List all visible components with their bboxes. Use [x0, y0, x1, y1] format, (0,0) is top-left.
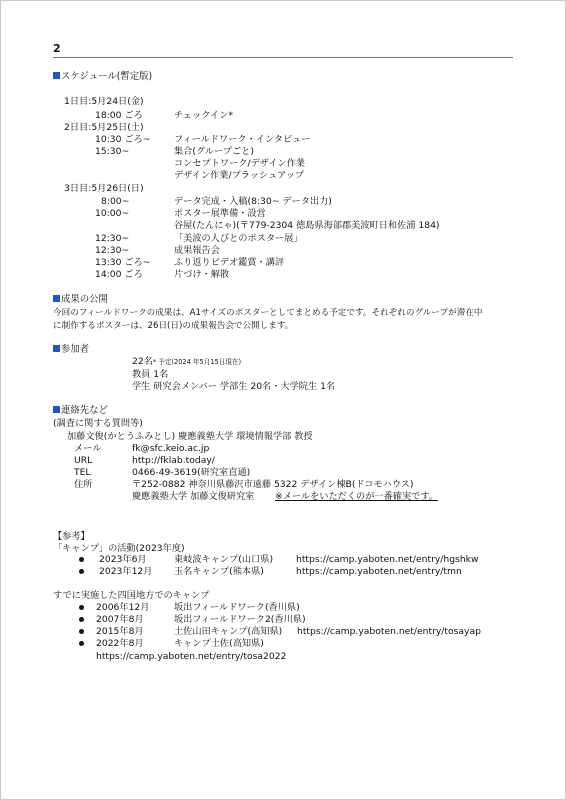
bullet-icon — [79, 617, 84, 622]
page-number: 2 — [53, 42, 61, 55]
contact-address: 〒252-0882 神奈川県藤沢市遠藤 5322 デザイン棟B(ドコモハウス) — [132, 479, 414, 490]
shikoku-url[interactable]: https://camp.yaboten.net/entry/tosayap — [297, 626, 481, 637]
shikoku-name: 坂出フィールドワーク2(香川県) — [174, 614, 306, 625]
schedule-desc: 片づけ・解散 — [174, 269, 230, 280]
camp-date: 2023年6月 — [99, 554, 147, 565]
results-line-2: に制作するポスターは、26日(日)の成果報告会で公開します。 — [53, 321, 294, 331]
heading-square-icon — [53, 72, 60, 79]
shikoku-name: キャンプ土佐(高知県) — [174, 638, 264, 649]
schedule-desc: チェックイン* — [174, 110, 233, 121]
bullet-icon — [79, 641, 84, 646]
contact-note: ※メールをいただくのが一番確実です。 — [275, 491, 438, 502]
contact-label: URL — [74, 455, 93, 466]
schedule-time: 12:30~ — [95, 233, 130, 244]
contact-label: TEL — [74, 467, 91, 478]
contact-heading: 連絡先など — [53, 405, 108, 417]
camp-name: 東岐波キャンプ(山口県) — [174, 554, 274, 565]
participants-students: 学生 研究会メンバー 学部生 20名・大学院生 1名 — [132, 381, 336, 392]
participants-count-note: * 予定(2024 年5月15日現在) — [152, 358, 242, 366]
reference-heading: 【参考】 — [53, 531, 90, 542]
day3-label: 3日目:5月26日(日) — [64, 183, 144, 194]
schedule-desc: 成果報告会 — [174, 245, 220, 256]
bullet-icon — [79, 629, 84, 634]
contact-person: 加藤文俊(かとうふみとし) 慶應義塾大学 環境情報学部 教授 — [67, 431, 313, 442]
schedule-desc: ポスター展準備・設営 — [174, 208, 266, 219]
schedule-time: 13:30 ごろ~ — [95, 257, 151, 268]
header-rule — [53, 57, 513, 58]
camp-title: 「キャンプ」の活動(2023年度) — [53, 543, 185, 554]
schedule-desc: データ完成・入稿(8:30~ データ出力) — [174, 196, 332, 207]
camp-date: 2023年12月 — [99, 566, 153, 577]
shikoku-date: 2022年8月 — [96, 638, 144, 649]
schedule-time: 10:00~ — [95, 208, 130, 219]
shikoku-url[interactable]: https://camp.yaboten.net/entry/tosa2022 — [96, 651, 287, 662]
heading-square-icon — [53, 345, 60, 352]
results-line-1: 今回のフィールドワークの成果は、A1サイズのポスターとしてまとめる予定です。それぞれのグループが滞在中 — [53, 308, 483, 318]
shikoku-name: 坂出フィールドワーク(香川県) — [174, 602, 300, 613]
contact-email: fk@sfc.keio.ac.jp — [132, 443, 210, 454]
contact-url: http://fklab.today/ — [132, 455, 215, 466]
schedule-time: 12:30~ — [95, 245, 130, 256]
schedule-time: 10:30 ごろ~ — [95, 134, 151, 145]
heading-square-icon — [53, 295, 60, 302]
bullet-icon — [79, 569, 84, 574]
bullet-icon — [79, 557, 84, 562]
schedule-desc: ふり返りビデオ鑑賞・講評 — [174, 257, 285, 268]
schedule-desc: 「美波の人びとのポスター展」 — [174, 233, 303, 244]
schedule-heading: スケジュール(暫定版) — [53, 71, 152, 83]
contact-label: メール — [74, 443, 102, 454]
shikoku-name: 土佐山田キャンプ(高知県) — [174, 626, 283, 637]
camp-name: 玉名キャンプ(熊本県) — [174, 566, 264, 577]
contact-address-2: 慶應義塾大学 加藤文俊研究室 — [132, 491, 255, 502]
schedule-desc: コンセプトワーク/デザイン作業 — [174, 158, 306, 169]
day2-label: 2日目:5月25日(土) — [64, 122, 144, 133]
shikoku-date: 2015年8月 — [96, 626, 144, 637]
results-heading: 成果の公開 — [53, 294, 108, 306]
participants-count: 22名* 予定(2024 年5月15日現在) — [132, 356, 242, 367]
contact-tel: 0466-49-3619(研究室直通) — [132, 467, 251, 478]
schedule-time: 14:00 ごろ — [95, 269, 143, 280]
schedule-time: 8:00~ — [101, 196, 130, 207]
schedule-time: 18:00 ごろ — [95, 110, 143, 121]
schedule-desc: 集合(グループごと) — [174, 146, 254, 157]
shikoku-date: 2007年8月 — [96, 614, 144, 625]
schedule-desc: 谷屋(たんにゃ)(〒779-2304 徳島県海部郡美波町日和佐浦 184) — [174, 220, 440, 231]
shikoku-title: すでに実施した四国地方でのキャンプ — [53, 590, 210, 601]
participants-heading: 参加者 — [53, 344, 89, 356]
bullet-icon — [79, 605, 84, 610]
contact-subheading: (調査に関する質問等) — [53, 418, 143, 429]
heading-square-icon — [53, 406, 60, 413]
camp-url[interactable]: https://camp.yaboten.net/entry/hgshkw — [296, 554, 479, 565]
participants-faculty: 教員 1名 — [132, 369, 169, 380]
schedule-desc: デザイン作業/ブラッシュアップ — [174, 170, 305, 181]
contact-label: 住所 — [74, 479, 93, 490]
schedule-desc: フィールドワーク・インタビュー — [174, 134, 311, 145]
camp-url[interactable]: https://camp.yaboten.net/entry/tmn — [296, 566, 462, 577]
shikoku-date: 2006年12月 — [96, 602, 150, 613]
day1-label: 1日目:5月24日(金) — [64, 96, 144, 107]
schedule-time: 15:30~ — [95, 146, 130, 157]
